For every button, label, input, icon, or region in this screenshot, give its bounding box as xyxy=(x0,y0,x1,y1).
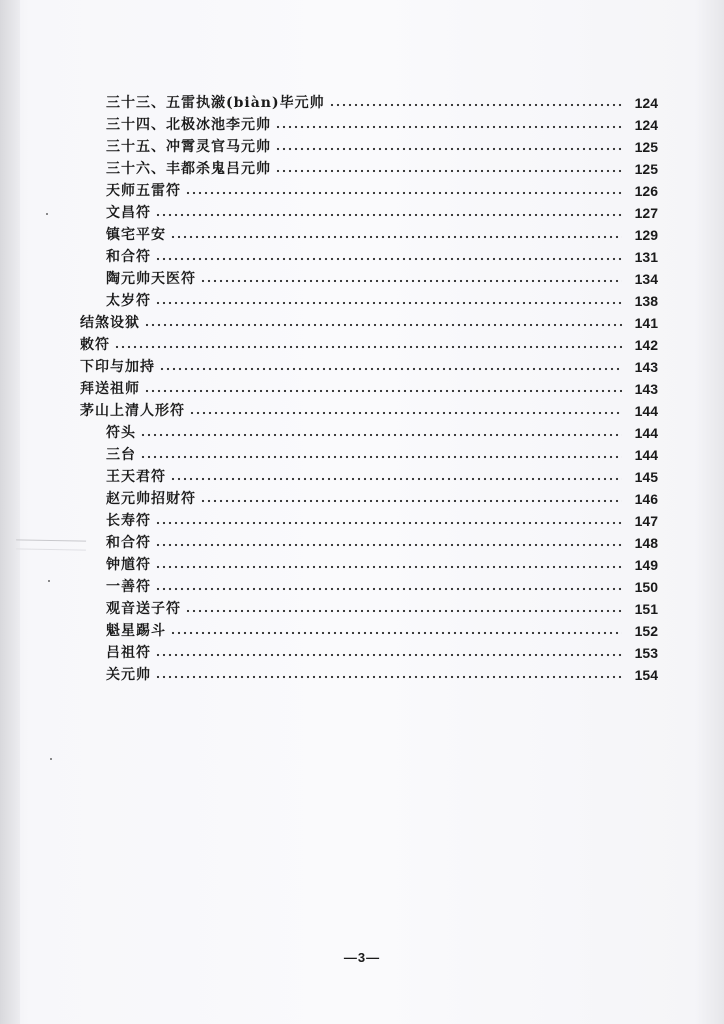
toc-leader-dots xyxy=(155,564,622,570)
toc-entry[interactable] xyxy=(106,619,658,641)
toc-leader-dots xyxy=(140,454,622,460)
toc-entry-title: 长寿符 xyxy=(106,513,151,529)
toc-leader-dots xyxy=(159,366,622,372)
toc-entry-title: 赵元帅招财符 xyxy=(106,491,196,507)
toc-leader-dots xyxy=(170,476,622,482)
toc-entry-title: 天师五雷符 xyxy=(106,183,181,199)
toc-entry-title: 关元帅 xyxy=(106,667,151,683)
toc-entry-title: 文昌符 xyxy=(106,205,151,221)
toc-entry-page: 144 xyxy=(634,425,658,441)
toc-leader-dots xyxy=(275,124,622,130)
scan-speck xyxy=(46,213,48,215)
toc-leader-dots xyxy=(155,520,622,526)
toc-entry-title: 魁星踢斗 xyxy=(106,623,166,639)
toc-leader-dots xyxy=(189,410,622,416)
toc-leader-dots xyxy=(275,168,622,174)
toc-entry-page: 154 xyxy=(634,667,658,683)
toc-leader-dots xyxy=(170,234,622,240)
paper-crease xyxy=(16,539,86,550)
toc-entry-page: 149 xyxy=(634,557,658,573)
toc-leader-dots xyxy=(275,146,622,152)
toc-entry-title: 符头 xyxy=(106,425,136,441)
toc-entry-title: 结煞设狱 xyxy=(80,315,140,331)
toc-entry-title: 三台 xyxy=(106,447,136,463)
toc-entry-page: 144 xyxy=(634,403,658,419)
toc-leader-dots xyxy=(144,322,622,328)
toc-entry-title: 观音送子符 xyxy=(106,601,181,617)
toc-entry-page: 124 xyxy=(634,95,658,111)
toc-entry[interactable] xyxy=(106,553,658,575)
toc-entry-title: 三十五、冲霄灵官马元帅 xyxy=(106,139,271,155)
toc-entry-title: 和合符 xyxy=(106,249,151,265)
toc-entry-title: 一善符 xyxy=(106,579,151,595)
page-binding-edge xyxy=(0,0,20,1024)
toc-entry-page: 143 xyxy=(634,359,658,375)
toc-entry[interactable] xyxy=(106,91,658,113)
toc-entry-page: 131 xyxy=(634,249,658,265)
toc-entry[interactable] xyxy=(106,597,658,619)
toc-entry-title: 茅山上清人形符 xyxy=(80,403,185,419)
toc-entry[interactable] xyxy=(106,157,658,179)
toc-leader-dots xyxy=(155,212,622,218)
toc-entry[interactable] xyxy=(106,641,658,663)
toc-entry-title: 下印与加持 xyxy=(80,359,155,375)
toc-entry[interactable] xyxy=(106,223,658,245)
toc-entry[interactable] xyxy=(106,267,658,289)
toc-entry-page: 153 xyxy=(634,645,658,661)
toc-entry-page: 150 xyxy=(634,579,658,595)
toc-entry[interactable] xyxy=(106,135,658,157)
toc-entry[interactable] xyxy=(80,399,658,421)
toc-leader-dots xyxy=(144,388,622,394)
toc-entry-page: 142 xyxy=(634,337,658,353)
toc-entry-page: 151 xyxy=(634,601,658,617)
toc-entry-page: 127 xyxy=(634,205,658,221)
toc-leader-dots xyxy=(155,542,622,548)
toc-entry-page: 152 xyxy=(634,623,658,639)
toc-entry-page: 148 xyxy=(634,535,658,551)
toc-entry-title: 拜送祖师 xyxy=(80,381,140,397)
toc-entry[interactable] xyxy=(106,443,658,465)
toc-entry[interactable] xyxy=(106,113,658,135)
toc-leader-dots xyxy=(185,190,622,196)
toc-leader-dots xyxy=(155,652,622,658)
toc-entry[interactable] xyxy=(106,201,658,223)
scan-speck xyxy=(48,580,50,582)
toc-entry-page: 138 xyxy=(634,293,658,309)
toc-entry[interactable] xyxy=(106,531,658,553)
toc-entry-title: 镇宅平安 xyxy=(106,227,166,243)
toc-leader-dots xyxy=(185,608,622,614)
toc-leader-dots xyxy=(170,630,622,636)
toc-entry[interactable] xyxy=(106,487,658,509)
toc-entry-title: 三十六、丰都杀鬼吕元帅 xyxy=(106,161,271,177)
toc-entry-title: 敕符 xyxy=(80,337,110,353)
toc-entry-title: 陶元帅天医符 xyxy=(106,271,196,287)
toc-entry-page: 146 xyxy=(634,491,658,507)
toc-entry-page: 125 xyxy=(634,161,658,177)
scan-speck xyxy=(50,758,52,760)
page-number: —3— xyxy=(343,950,381,965)
toc-entry-page: 126 xyxy=(634,183,658,199)
toc-leader-dots xyxy=(140,432,622,438)
toc-entry-page: 124 xyxy=(634,117,658,133)
toc-leader-dots xyxy=(155,300,622,306)
toc-entry-page: 144 xyxy=(634,447,658,463)
toc-leader-dots xyxy=(329,102,622,108)
toc-entry[interactable] xyxy=(106,575,658,597)
toc-entry-title: 太岁符 xyxy=(106,293,151,309)
toc-entry-title: 三十三、五雷执潊(biàn)毕元帅 xyxy=(106,95,325,111)
toc-entry[interactable] xyxy=(80,355,658,377)
toc-leader-dots xyxy=(155,256,622,262)
toc-entry[interactable] xyxy=(80,311,658,333)
toc-entry[interactable] xyxy=(80,333,658,355)
toc-entry-page: 134 xyxy=(634,271,658,287)
toc-entry[interactable] xyxy=(106,421,658,443)
toc-entry-title: 钟馗符 xyxy=(106,557,151,573)
toc-entry[interactable] xyxy=(106,179,658,201)
toc-entry-title: 吕祖符 xyxy=(106,645,151,661)
toc-leader-dots xyxy=(155,674,622,680)
toc-entry[interactable] xyxy=(106,663,658,685)
toc-entry[interactable] xyxy=(106,289,658,311)
toc-entry-page: 125 xyxy=(634,139,658,155)
toc-entry-title: 王天君符 xyxy=(106,469,166,485)
toc-entry-page: 147 xyxy=(634,513,658,529)
toc-entry-page: 129 xyxy=(634,227,658,243)
toc-leader-dots xyxy=(155,586,622,592)
toc-entry[interactable] xyxy=(80,377,658,399)
toc-entry-title: 和合符 xyxy=(106,535,151,551)
toc-entry[interactable] xyxy=(106,509,658,531)
toc-entry[interactable] xyxy=(106,465,658,487)
toc-entry-page: 141 xyxy=(634,315,658,331)
toc-leader-dots xyxy=(114,344,622,350)
toc-leader-dots xyxy=(200,498,622,504)
toc-entry-page: 145 xyxy=(634,469,658,485)
toc-leader-dots xyxy=(200,278,622,284)
toc-entry-page: 143 xyxy=(634,381,658,397)
toc-entry-title: 三十四、北极冰池李元帅 xyxy=(106,117,271,133)
toc-entry[interactable] xyxy=(106,245,658,267)
